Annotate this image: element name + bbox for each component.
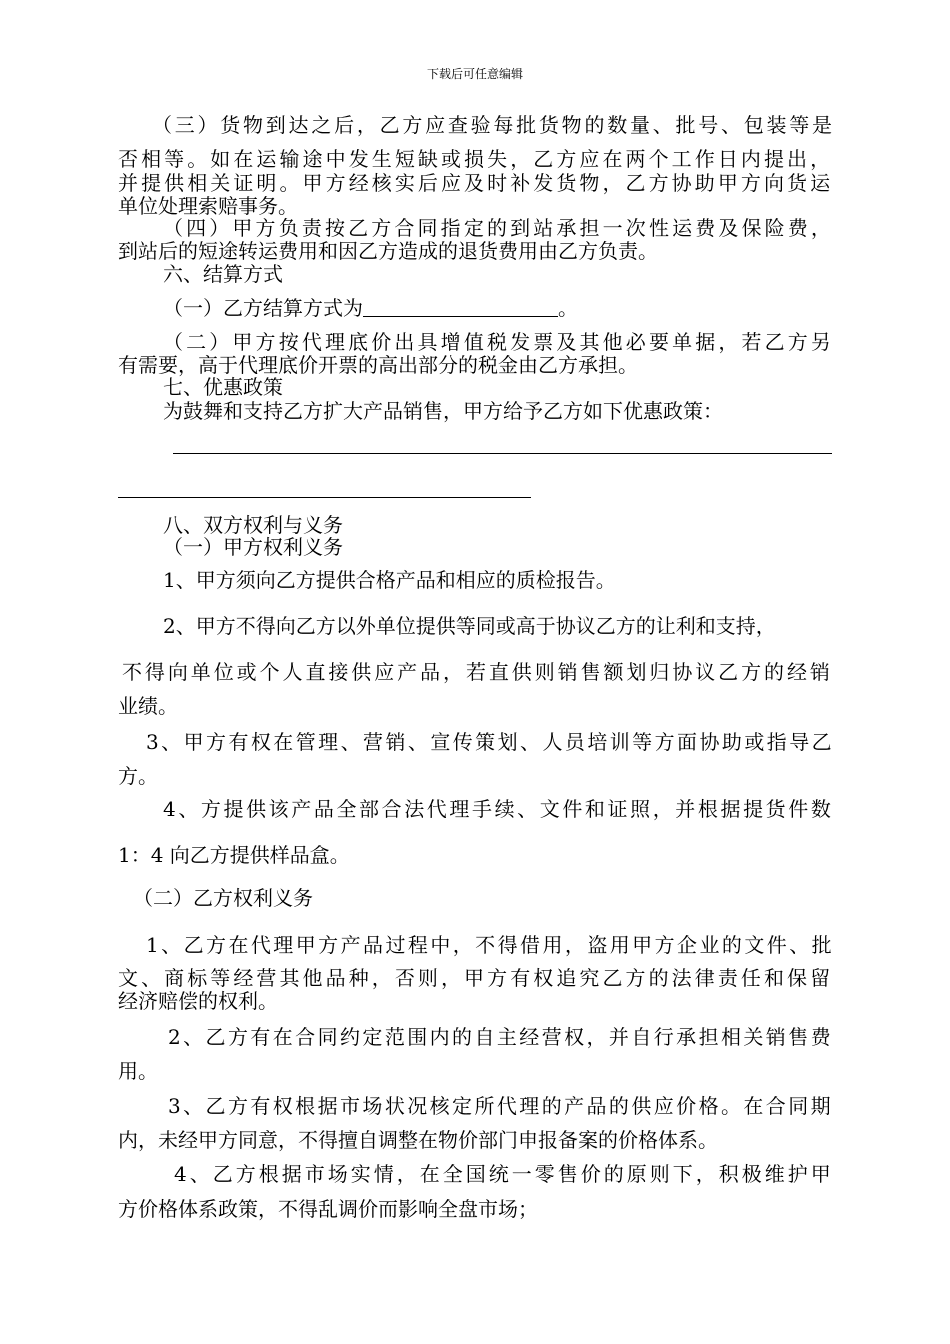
section-heading: 八、双方权利与义务 (163, 513, 343, 537)
text-line: 4、乙方根据市场实情，在全国统一零售价的原则下，积极维护甲 (174, 1162, 834, 1186)
text-line: 有需要，高于代理底价开票的高出部分的税金由乙方承担。 (118, 353, 638, 377)
text-line: 2、乙方有在合同约定范围内的自主经营权，并自行承担相关销售费 (168, 1025, 834, 1049)
subsection-heading: （一）甲方权利义务 (163, 535, 343, 559)
section-heading: 七、优惠政策 (163, 375, 283, 399)
text-line: 文、商标等经营其他品种，否则，甲方有权追究乙方的法律责任和保留 (118, 966, 834, 990)
text-line: 1：4 向乙方提供样品盒。 (118, 843, 350, 867)
text-line: 到站后的短途转运费用和因乙方造成的退货费用由乙方负责。 (118, 239, 658, 263)
text-segment: （一）乙方结算方式为 (163, 296, 363, 320)
subsection-heading: （二）乙方权利义务 (133, 886, 313, 910)
text-line: 为鼓舞和支持乙方扩大产品销售，甲方给予乙方如下优惠政策： (163, 399, 723, 423)
text-line: 用。 (118, 1059, 158, 1083)
text-line: 4、方提供该产品全部合法代理手续、文件和证照，并根据提货件数 (163, 797, 834, 821)
fill-blank (363, 296, 558, 317)
section-heading: 六、结算方式 (163, 262, 283, 286)
text-line: （四）甲方负责按乙方合同指定的到站承担一次性运费及保险费， (163, 216, 835, 240)
text-line: 3、乙方有权根据市场状况核定所代理的产品的供应价格。在合同期 (168, 1094, 834, 1118)
text-line: 1、乙方在代理甲方产品过程中，不得借用，盗用甲方企业的文件、批 (146, 933, 835, 957)
page-header: 下载后可任意编辑 (426, 67, 523, 81)
fill-line (173, 453, 832, 454)
fill-line (118, 497, 531, 498)
text-line: 1、甲方须向乙方提供合格产品和相应的质检报告。 (163, 568, 616, 592)
text-line: 2、甲方不得向乙方以外单位提供等同或高于协议乙方的让利和支持， (163, 614, 776, 638)
text-line: 经济赔偿的权利。 (118, 989, 278, 1013)
text-line: 否相等。如在运输途中发生短缺或损失，乙方应在两个工作日内提出， (118, 147, 834, 171)
text-line: 内，未经甲方同意，不得擅自调整在物价部门申报备案的价格体系。 (118, 1128, 718, 1152)
text-line: 3、甲方有权在管理、营销、宣传策划、人员培训等方面协助或指导乙 (146, 730, 835, 754)
text-segment: 。 (558, 296, 578, 320)
text-line: 方。 (118, 764, 158, 788)
text-line: （三）货物到达之后，乙方应查验每批货物的数量、批号、包装等是 (152, 113, 835, 137)
text-line: 业绩。 (118, 694, 178, 718)
text-line: 单位处理索赔事务。 (118, 194, 298, 218)
text-line (163, 296, 578, 320)
text-line: 方价格体系政策，不得乱调价而影响全盘市场； (118, 1197, 538, 1221)
text-line: 不得向单位或个人直接供应产品，若直供则销售额划归协议乙方的经销 (122, 660, 833, 684)
text-line: （二）甲方按代理底价出具增值税发票及其他必要单据，若乙方另 (163, 330, 835, 354)
text-line: 并提供相关证明。甲方经核实后应及时补发货物，乙方协助甲方向货运 (118, 171, 834, 195)
